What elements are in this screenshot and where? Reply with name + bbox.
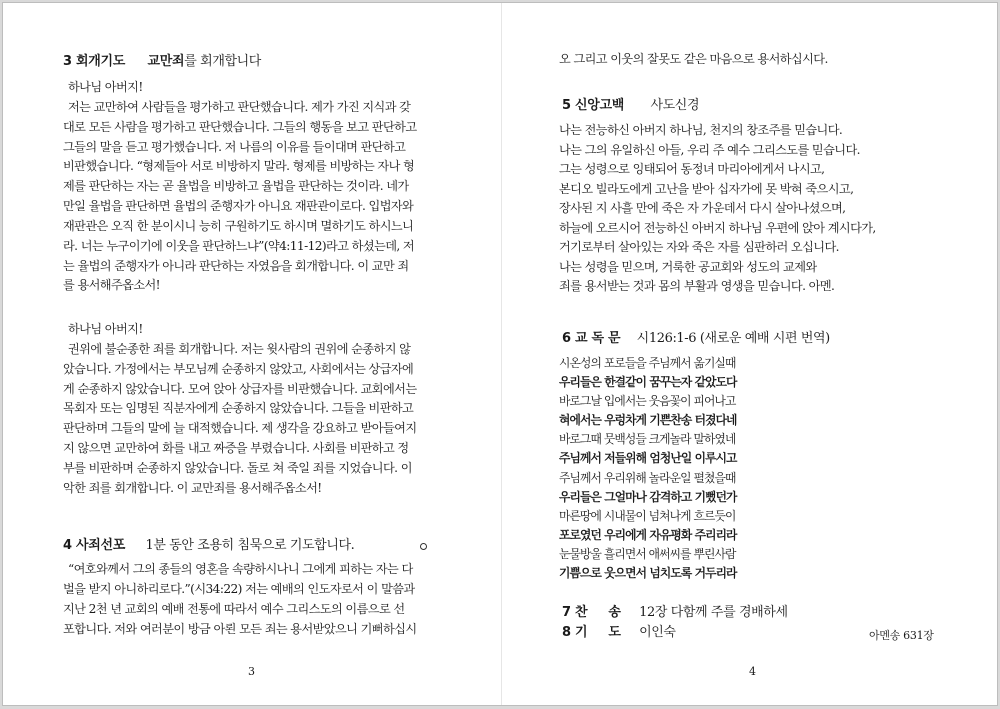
text-line: 하나님 아버지!	[68, 80, 143, 94]
page-number-right: 4	[749, 665, 756, 678]
continuation-line: 오 그리고 이웃의 잘못도 같은 마음으로 용서하십시다.	[559, 52, 828, 66]
repentance-paragraph-2	[63, 320, 448, 499]
section3-title: 3 회개기도	[63, 54, 126, 69]
section6-title: 6 교 독 문	[562, 331, 621, 346]
reading-line-leader: 마른땅에 시내물이 넘쳐나게 흐르듯이	[559, 508, 736, 523]
section6-heading	[562, 330, 830, 348]
text-line: “여호와께서 그의 종들의 영혼을 속량하시나니 그에게 피하는 자는 다	[68, 562, 413, 576]
text-line: 는 율법의 준행자가 아니라 판단하는 자였음을 회개합니다. 이 교만 죄	[63, 258, 409, 273]
repentance-paragraph-1	[63, 78, 448, 296]
reading-line-congregation: 우리들은 한결같이 꿈꾸는자 같았도다	[559, 375, 737, 390]
text-line: 판단하며 그들의 말에 늘 대적했습니다. 제 생각을 강요하고 받아들여지	[63, 421, 417, 436]
text-line: 권위에 불순종한 죄를 회개합니다. 저는 윗사람의 권위에 순종하지 않	[68, 341, 411, 356]
reading-line-congregation: 기쁨으로 웃으면서 넘치도록 거두리라	[559, 566, 737, 581]
text-line: 거기로부터 살아있는 자와 죽은 자를 심판하러 오십니다.	[559, 240, 839, 254]
text-line: 지난 2천 년 교회의 예배 전통에 따라서 예수 그리스도의 이름으로 선	[63, 601, 405, 616]
text-line: 지 않으면 교만하여 화를 내고 짜증을 부렸습니다. 사회를 비판하고 정	[63, 441, 409, 456]
section7-subtitle: 12장 다함께 주를 경배하세	[639, 605, 788, 620]
left-page	[63, 3, 448, 705]
text-line: 게 순종하지 않았습니다. 모여 앉아 상급자를 비판했습니다. 교회에서는	[63, 381, 417, 396]
text-line: 본디오 빌라도에게 고난을 받아 십자가에 못 박혀 죽으시고,	[559, 181, 854, 196]
reading-line-leader: 시온성의 포로들을 주님께서 옮기실때	[559, 356, 736, 370]
text-line: 대로 모든 사람을 평가하고 판단했습니다. 그들의 행동을 보고 판단하고	[63, 119, 417, 134]
section7-title: 7 찬 송	[562, 605, 621, 620]
text-line: 저는 교만하여 사람들을 평가하고 판단했습니다. 제가 가진 지식과 갖	[68, 99, 411, 114]
section6-subtitle: 시126:1-6 (새로운 예배 시편 번역)	[636, 331, 830, 346]
text-line: 나는 전능하신 아버지 하나님, 천지의 창조주를 믿습니다.	[559, 123, 843, 137]
reading-line-congregation: 포로였던 우리에게 자유평화 주리리라	[559, 527, 737, 542]
text-line: 그는 성령으로 잉태되어 동정녀 마리아에게서 나시고,	[559, 162, 825, 176]
text-line: 재판관은 오직 한 분이시니 능히 구원하기도 하시며 멸하기도 하시느니	[63, 218, 414, 233]
reading-line-leader: 주님께서 우리위해 놀라운일 펼쳤을때	[559, 470, 736, 485]
text-line: 비판했습니다. “형제들아 서로 비방하지 말라. 형제를 비방하는 자나 형	[63, 159, 415, 174]
text-line: 목회자 또는 임명된 직분자에게 순종하지 않았습니다. 그들을 비판하고	[63, 401, 414, 416]
right-page	[559, 3, 949, 705]
section4-heading	[63, 537, 354, 555]
reading-line-leader: 눈물방울 흘리면서 애써씨를 뿌린사람	[559, 546, 736, 561]
text-line: 를 용서해주옵소서!	[63, 278, 160, 293]
booklet-spread	[2, 2, 998, 706]
section5-subtitle: 사도신경	[650, 98, 700, 113]
apostles-creed	[559, 121, 876, 297]
reading-line-leader: 바로그날 입에서는 웃음꽃이 피어나고	[559, 394, 736, 409]
text-line: 죄를 용서받는 것과 몸의 부활과 영생을 믿습니다. 아멘.	[559, 279, 835, 293]
text-line: 벌을 받지 아니하리로다.”(시34:22) 저는 예배의 인도자로서 이 말씀과	[63, 581, 415, 596]
text-line: 제를 판단하는 자는 곧 율법을 비방하고 율법을 판단하는 것이라. 네가	[63, 179, 409, 194]
section4-subtitle: 1분 동안 조용히 침묵으로 기도합니다.	[145, 538, 355, 553]
text-line: 하늘에 오르시어 전능하신 아버지 하나님 우편에 앉아 계시다가,	[559, 220, 876, 235]
text-line: 나는 그의 유일하신 아들, 우리 주 예수 그리스도를 믿습니다.	[559, 142, 860, 157]
section3-heading	[63, 53, 261, 71]
reading-line-congregation: 혀에서는 우렁차게 기쁜찬송 터졌다네	[559, 413, 737, 428]
page-number-left: 3	[248, 665, 255, 678]
text-line: 장사된 지 사흘 만에 죽은 자 가운데서 다시 살아나셨으며,	[559, 201, 846, 215]
reading-line-leader: 바로그때 뭇백성들 크게놀라 말하였네	[559, 432, 736, 447]
section8-subtitle: 이인숙	[639, 625, 676, 640]
section7-heading	[562, 604, 788, 622]
text-line: 라. 너는 누구이기에 이웃을 판단하느냐”(약4:11-12)라고 하셨는데, 저	[63, 238, 415, 253]
section3-subtitle-rest: 를 회개합니다	[184, 54, 261, 69]
reading-line-congregation: 주님께서 저들위해 엄청난일 이루시고	[559, 451, 737, 466]
page-divider	[501, 3, 502, 705]
text-line: 나는 성령을 믿으며, 거룩한 공교회와 성도의 교제와	[559, 259, 817, 274]
section4-title: 4 사죄선포	[63, 538, 126, 553]
circle-mark-icon	[420, 543, 427, 550]
section5-title: 5 신앙고백	[562, 98, 625, 113]
text-line: 부를 비판하며 순종하지 않았습니다. 돌로 쳐 죽일 죄를 지었습니다. 이	[63, 460, 412, 475]
reading-line-congregation: 우리들은 그얼마나 감격하고 기뻤던가	[559, 489, 737, 504]
text-line: 악한 죄를 회개합니다. 이 교만죄를 용서해주옵소서!	[63, 480, 322, 495]
section3-subtitle-bold: 교만죄	[147, 54, 185, 69]
responsive-reading	[559, 354, 737, 583]
section8-title: 8 기 도	[562, 625, 621, 640]
text-line: 그들의 말을 듣고 평가했습니다. 저 나름의 이유를 들이대며 판단하고	[63, 139, 406, 154]
text-line: 포합니다. 저와 여러분이 방금 아뢴 모든 죄는 용서받았으니 기뻐하십시	[63, 621, 417, 636]
text-line: 만일 율법을 판단하면 율법의 준행자가 아니요 재판관이로다. 입법자와	[63, 199, 414, 214]
section5-heading	[562, 97, 699, 115]
section8-note: 아멘송 631장	[869, 629, 934, 642]
text-line: 하나님 아버지!	[68, 322, 143, 336]
section8-heading	[562, 624, 676, 642]
text-line: 았습니다. 가정에서는 부모님께 순종하지 않았고, 사회에서는 상급자에	[63, 361, 414, 376]
absolution-paragraph	[63, 560, 448, 639]
